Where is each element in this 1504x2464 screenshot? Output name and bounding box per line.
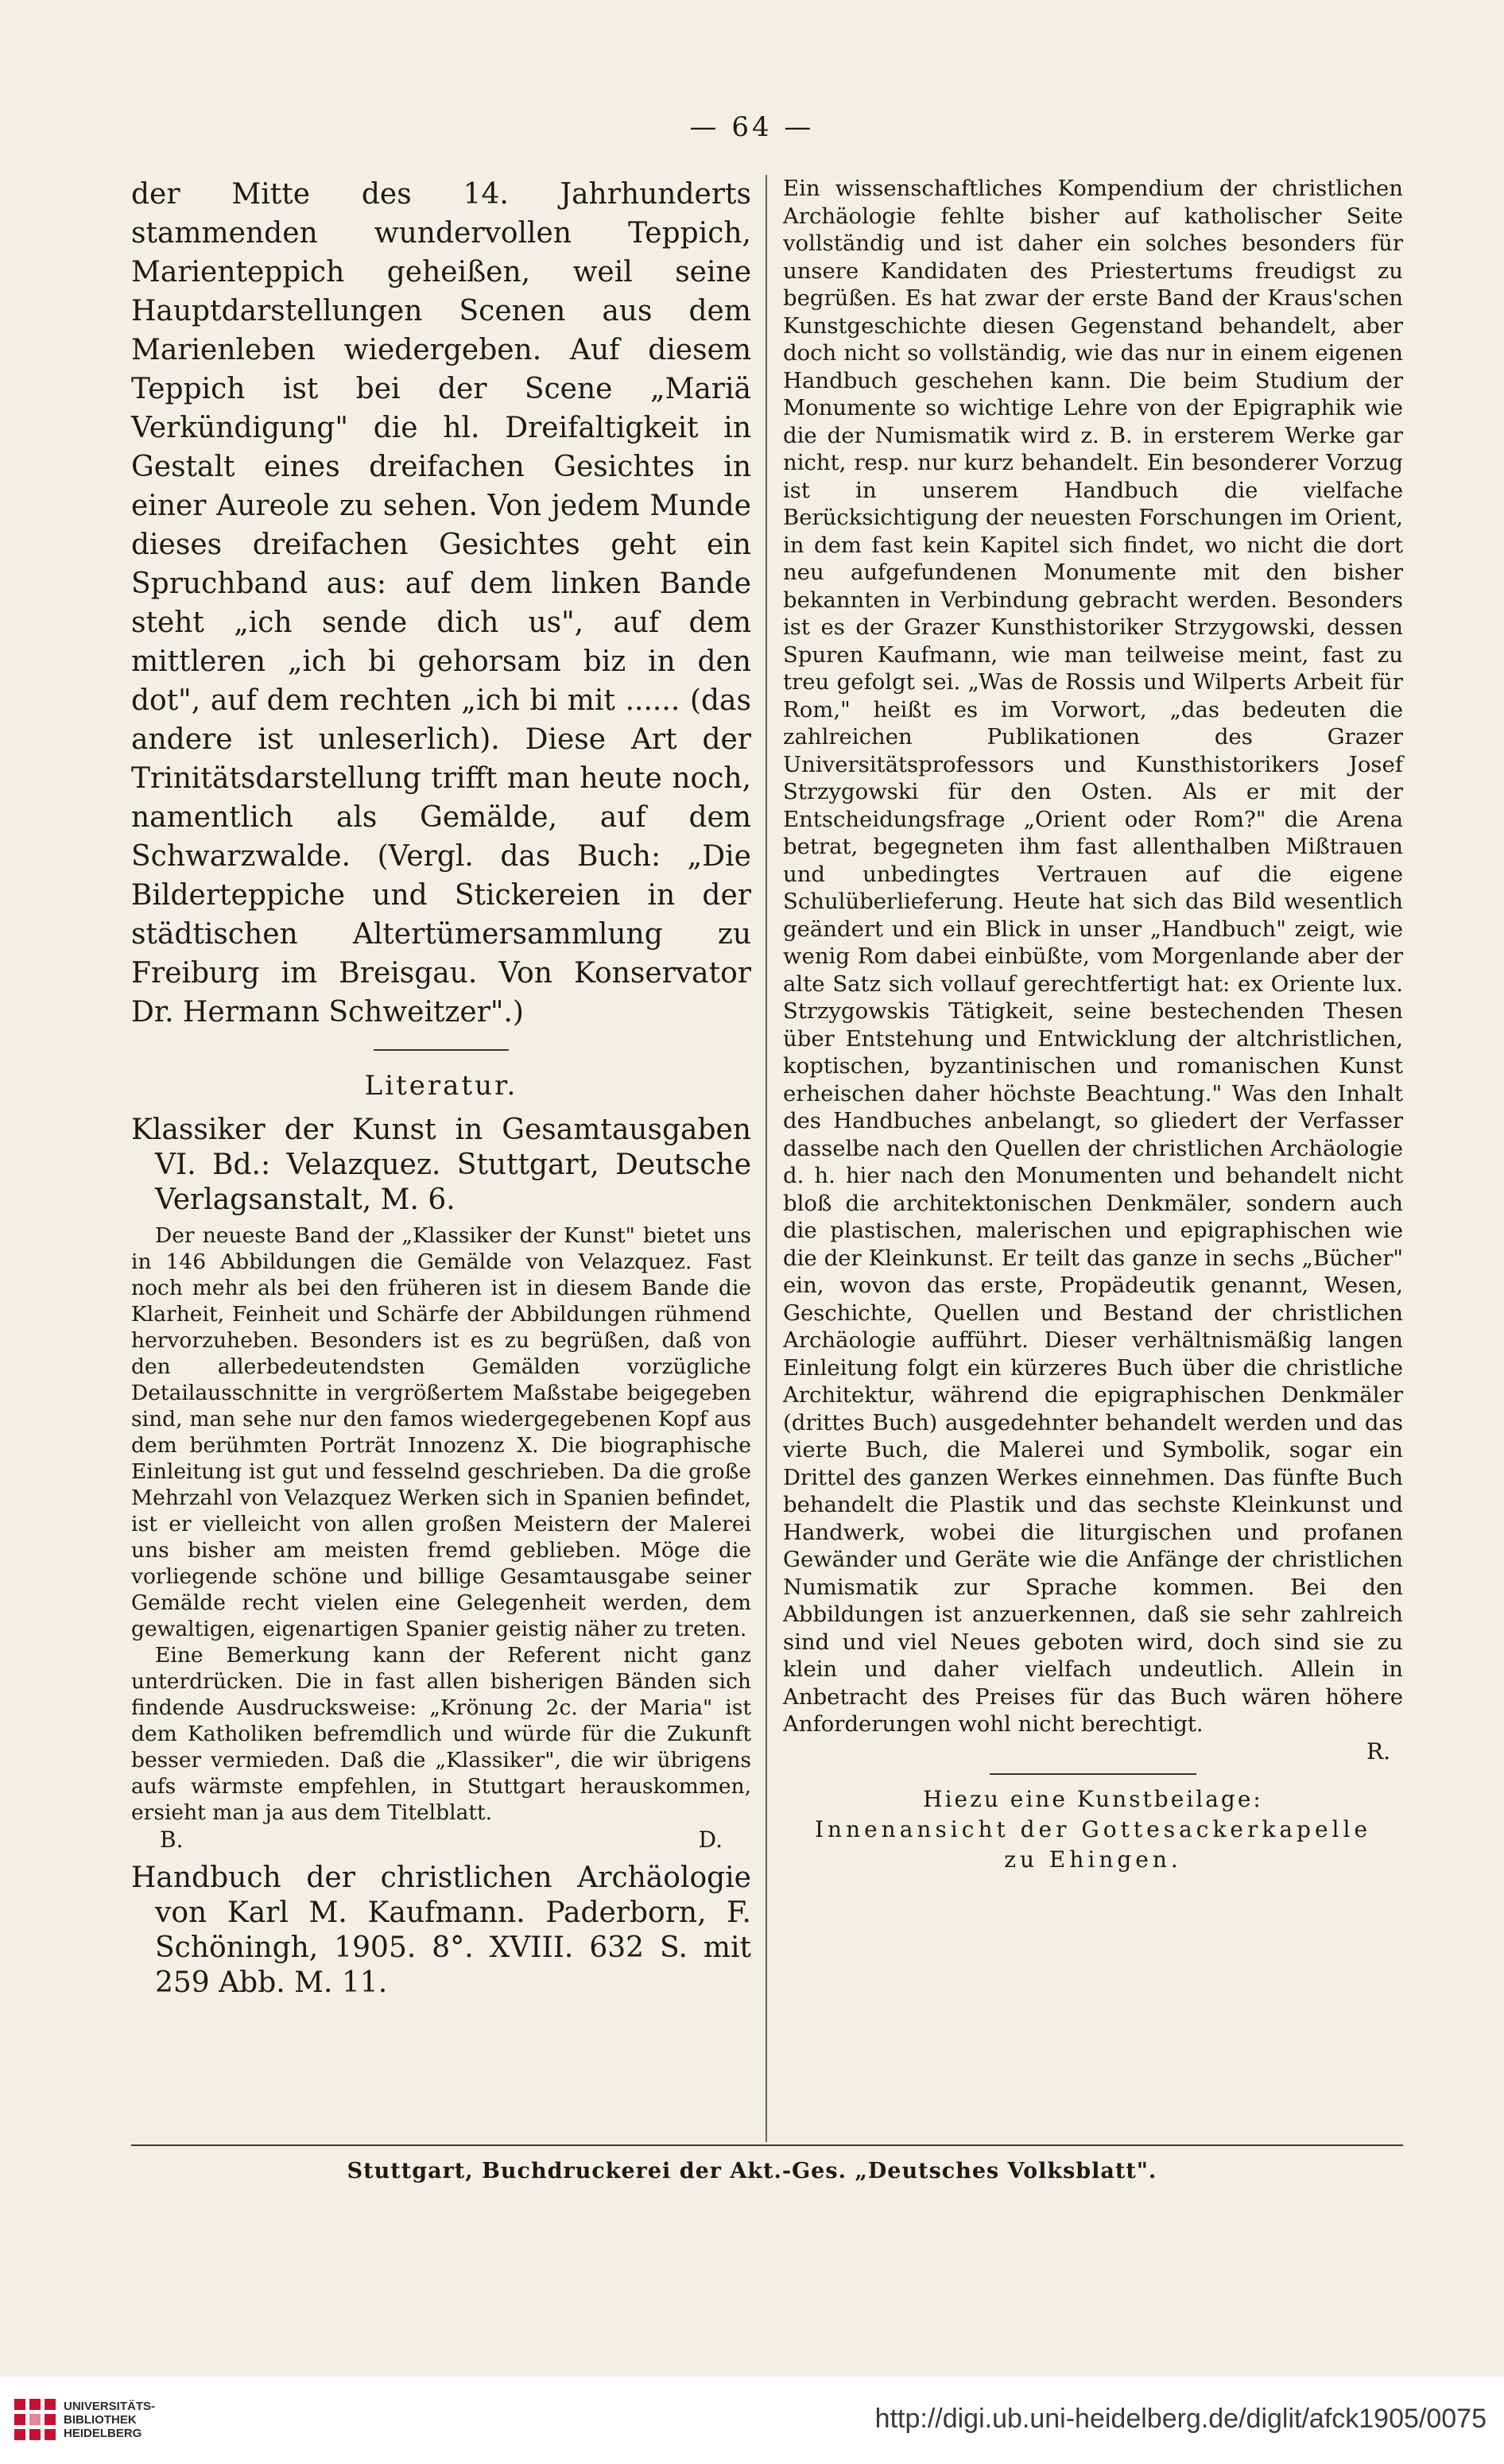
column-divider xyxy=(766,175,767,2142)
printer-imprint: Stuttgart, Buchdruckerei der Akt.-Ges. „Deutsches Volksblatt". xyxy=(347,2159,1157,2183)
left-column xyxy=(131,175,751,2005)
library-logo[interactable] xyxy=(14,2399,155,2440)
review-signature: R. xyxy=(1366,1738,1390,1765)
review-signature xyxy=(131,1826,751,1861)
permalink-url[interactable]: http://digi.ub.uni-heidelberg.de/diglit/afck1905/0075 xyxy=(874,2404,1487,2434)
article-continuation: der Mitte des 14. Jahrhunderts stammenden wundervollen Teppich, Marienteppich geheißen, weil seine Hauptdarstellungen Scenen aus dem Marienleben wiedergeben. Auf diesem Teppich ist bei der Scene „Mariä Verkündigung" die hl. Dreifaltigkeit in Gestalt eines dreifachen Gesichtes in einer Aureole zu sehen. Von jedem Munde dieses dreifachen Gesichtes geht ein Spruchband aus: auf dem linken Bande steht „ich sende dich us", auf dem mittleren „ich bi gehorsam biz in den dot", auf dem rechten „ich bi mit ...... (das andere ist unleserlich). Diese Art der Trinitätsdarstellung trifft man heute noch, namentlich als Gemälde, auf dem Schwarzwalde. (Vergl. das Buch: „Die Bilderteppiche und Stickereien in der städtischen Altertümersammlung zu Freiburg im Breisgau. Von Konservator Dr. Hermann Schweitzer".) xyxy=(131,178,751,1029)
review-title-velazquez: Klassiker der Kunst in Gesamtausgaben VI. Bd.: Velazquez. Stuttgart, Deutsche Verlagsanstalt, M. 6. xyxy=(131,1114,751,1216)
section-divider xyxy=(990,1773,1196,1775)
signature-left: B. xyxy=(160,1827,184,1853)
review-title-handbuch: Handbuch der christlichen Archäologie von Karl M. Kaufmann. Paderborn, F. Schöningh, 1905. 8°. XVIII. 632 S. mit 259 Abb. M. 11. xyxy=(131,1862,751,1999)
review-paragraph: Der neueste Band der „Klassiker der Kunst" bietet uns in 146 Abbildungen die Gemälde von Velazquez. Fast noch mehr als bei den früheren ist in diesem Bande die Klarheit, Feinheit und Schärfe der Abbildungen rühmend hervorzuheben. Besonders ist es zu begrüßen, daß von den allerbedeutendsten Gemälden vorzügliche Detailausschnitte in vergrößertem Maßstabe beigegeben sind, man sehe nur den famos wiedergegebenen Kopf aus dem berühmten Porträt Innozenz X. Die biographische Einleitung ist gut und fesselnd geschrieben. Da die große Mehrzahl von Velazquez Werken sich in Spanien befindet, ist er vielleicht von allen großen Meistern der Malerei uns bisher am meisten fremd geblieben. Möge die vorliegende schöne und billige Gesamtausgabe seiner Gemälde recht vielen eine Gelegenheit werden, dem gewaltigen, eigenartigen Spanier geistig näher zu treten. xyxy=(131,1223,751,1641)
signature-right: D. xyxy=(698,1827,723,1853)
library-name: UNIVERSITÄTS- BIBLIOTHEK HEIDELBERG xyxy=(64,2399,156,2440)
review-paragraph: Ein wissenschaftliches Kompendium der christlichen Archäologie fehlte bisher auf katholischer Seite vollständig und ist daher ein solches besonders für unsere Kandidaten des Priestertums freudigst zu begrüßen. Es hat zwar der erste Band der Kraus'schen Kunstgeschichte diesen Gegenstand behandelt, aber doch nicht so vollständig, wie das nur in einem eigenen Handbuch geschehen kann. Die beim Studium der Monumente so wichtige Lehre von der Epigraphik wie die der Numismatik wird z. B. in ersterem Werke gar nicht, resp. nur kurz behandelt. Ein besonderer Vorzug ist in unserem Handbuch die vielfache Berücksichtigung der neuesten Forschungen im Orient, in dem fast kein Kapitel sich findet, wo nicht die dort neu aufgefundenen Monumente mit den bisher bekannten in Verbindung gebracht werden. Besonders ist es der Grazer Kunsthistoriker Strzygowski, dessen Spuren Kaufmann, wie man teilweise meint, fast zu treu gefolgt sei. „Was de Rossis und Wilperts Arbeit für Rom," heißt es im Vorwort, „das bedeuten die zahlreichen Publikationen des Grazer Universitätsprofessors und Kunsthistorikers Josef Strzygowski für den Osten. Als er mit der Entscheidungsfrage „Orient oder Rom?" die Arena betrat, begegneten ihm fast allenthalben Mißtrauen und unbedingtes Vertrauen auf die eigene Schulüberlieferung. Heute hat sich das Bild wesentlich geändert und ein Blick in unser „Handbuch" zeigt, wie wenig Rom dabei einbüßte, vom Morgenlande aber der alte Satz sich vollauf gerechtfertigt hat: ex Oriente lux. Strzygowskis Tätigkeit, seine bestechenden Thesen über Entstehung und Entwicklung der altchristlichen, koptischen, byzantinischen und romanischen Kunst erheischen daher höchste Beachtung." Was den Inhalt des Handbuches anbelangt, so gliedert der Verfasser dasselbe nach den Quellen der christlichen Archäologie d. h. hier nach den Monumenten und behandelt nicht bloß die architektonischen Denkmäler, sondern auch die plastischen, malerischen und epigraphischen wie die der Kleinkunst. Er teilt das ganze in sechs „Bücher" ein, wovon das erste, Propädeutik genannt, Wesen, Geschichte, Quellen und Bestand der christlichen Archäologie aufführt. Dieser verhältnismäßig langen Einleitung folgt ein kürzeres Buch über die christliche Architektur, während die epigraphischen Denkmäler (drittes Buch) ausgedehnter behandelt werden und das vierte Buch, die Malerei und Symbolik, sogar ein Drittel des ganzen Werkes einnehmen. Das fünfte Buch behandelt die Plastik und das sechste Kleinkunst und Handwerk, wobei die liturgischen und profanen Gewänder und Geräte wie die Anfänge der christlichen Numismatik zur Sprache kommen. Bei den Abbildungen ist anzuerkennen, daß sie sehr zahlreich sind und viel Neues geboten wird, doch sind sie zu klein und daher vielfach undeutlich. Allein in Anbetracht des Preises für das Buch wären höhere Anforderungen wohl nicht berechtigt. xyxy=(783,176,1403,1737)
university-library-mark-icon xyxy=(14,2399,56,2440)
literature-heading: Literatur. xyxy=(364,1070,518,1102)
supplement-title: Innenansicht der Gottesackerkapelle xyxy=(814,1815,1372,1842)
supplement-place: zu Ehingen. xyxy=(1004,1846,1182,1873)
page-number: — 64 — xyxy=(689,111,815,143)
imprint-rule xyxy=(131,2144,1403,2146)
section-divider xyxy=(374,1049,509,1051)
review-paragraph: Eine Bemerkung kann der Referent nicht ganz unterdrücken. Die in fast allen bisherigen Bänden sich findende Ausdrucksweise: „Krönung 2c. der Maria" ist dem Katholiken befremdlich und würde für die Zukunft besser vermieden. Daß die „Klassiker", die wir übrigens aufs wärmste empfehlen, in Stuttgart herauskommen, ersieht man ja aus dem Titelblatt. xyxy=(131,1643,751,1825)
supplement-note xyxy=(783,1784,1403,1875)
supplement-line: Hiezu eine Kunstbeilage: xyxy=(923,1785,1263,1812)
right-column xyxy=(783,175,1403,1875)
